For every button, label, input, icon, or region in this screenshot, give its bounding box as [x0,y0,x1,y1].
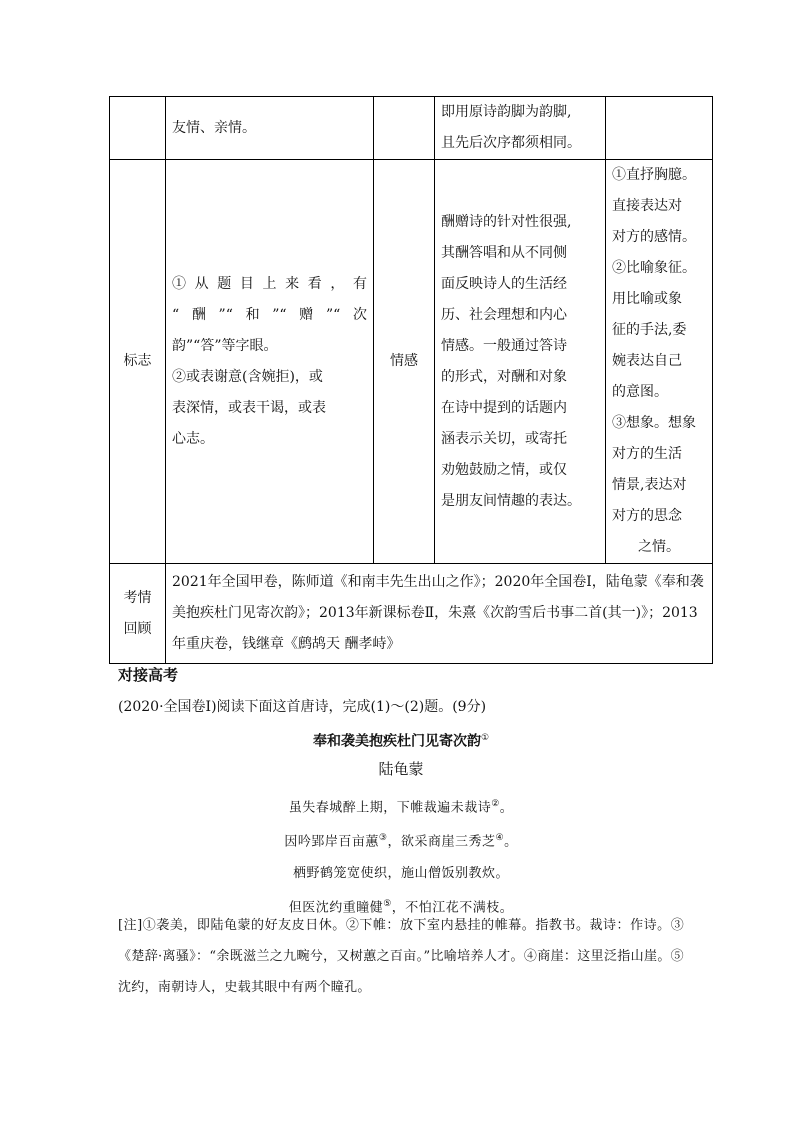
poem-line-end: ，不怕江花不满枝。 [391,899,514,915]
row2-col4 [435,160,606,564]
row2-col3-label: 情感 [374,160,435,564]
poem-notes [118,910,684,1003]
row2-col5-line: 直接表达对 [612,198,682,214]
row2-col2-line: ①从题目上来看，有 [172,275,367,292]
row3-label-line: 考情 [123,589,152,606]
footnote-mark: ⑤ [383,898,392,909]
row2-col5-line: 征的手法,委 [612,322,687,338]
row2-col5-line: 婉表达自己 [612,353,682,369]
poem-line-end: 。 [499,800,514,816]
poem-line-text: 但医沈约重瞳健 [288,899,384,915]
row1-col4 [435,97,606,160]
row1-col2: 友情、亲情。 [166,97,374,160]
table-row [110,564,713,664]
row2-col4-line: 劝勉鼓励之情，或仅 [441,461,567,478]
row2-col4-line: 涵表示关切，或寄托 [441,430,567,447]
row2-col4-line: 面反映诗人的生活经 [441,275,567,292]
row1-col4-line: 即用原诗韵脚为韵脚, [441,104,572,120]
poem-line [118,858,684,889]
poetry-type-table [109,96,713,664]
row3-label-line: 回顾 [123,620,152,637]
row2-col5-line: ③想象。想象 [612,415,696,431]
row2-col2 [166,160,374,564]
row2-col4-line: 情感。一般通过答诗 [441,337,567,354]
row2-col2-line: ②或表谢意(含婉拒)，或 [172,368,323,385]
row2-col5 [606,160,713,564]
row2-col5-line: ②比喻象征。 [612,260,696,276]
row2-col5-line: 对方的思念 [612,508,682,524]
row2-col4-line: 在诗中提到的话题内 [441,399,567,416]
row1-col1 [110,97,166,160]
row1-col4-line: 且先后次序都须相同。 [441,135,581,151]
poem-title-text: 奉和袭美抱疾杜门见寄次韵 [312,733,481,750]
row2-col4-line: 是朋友间情趣的表达。 [441,492,581,509]
row3-col1-label [110,564,166,664]
row2-col5-line: 对方的感情。 [612,229,696,245]
row2-col5-line: 用比喻或象 [612,291,682,307]
poem-line-text: 因吟郢岸百亩蕙 [284,834,379,850]
row2-col5-line: ①直抒胸臆。 [612,167,696,183]
row2-col2-line: 表深情，或表干谒，或表 [172,399,326,416]
row1-col5 [606,97,713,160]
poet-name: 陆龟蒙 [378,760,424,778]
row2-col5-line: 对方的生活 [612,446,682,462]
poem-line-end: ，欲采商崖三秀芝 [387,834,496,850]
row2-col5-line: 情景,表达对 [612,477,687,493]
row2-col5-line: 之情。 [638,539,680,555]
poem-line-end: 。 [504,834,518,850]
table-row [110,97,713,160]
row2-col5-line: 的意图。 [612,384,668,400]
poem-line-text: 栖野鹤笼宽使织，施山僧饭别教炊。 [292,865,509,881]
question-prompt: (2020·全国卷Ⅰ)阅读下面这首唐诗，完成(1)～(2)题。(9分) [118,699,487,715]
exam-history-text: 2021年全国甲卷，陈师道《和南丰先生出山之作》；2020年全国卷Ⅰ，陆龟蒙《奉和袭美抱疾杜门见寄次韵》；2013年新课标卷Ⅱ，朱熹《次韵雪后书事二首(其一)》；2013年重庆卷，钱继章《鹧鸪天 酬孝峙》 [166,564,713,664]
footnote-mark: ② [491,799,500,809]
footnote-mark: ④ [495,833,505,844]
poem-line [118,789,684,823]
poem-line [118,823,684,857]
notes-text: ①袭美，即陆龟蒙的好友皮日休。②下帷：放下室内悬挂的帷幕。指教书。裁诗：作诗。③《楚辞·离骚》：“余既滋兰之九畹兮，又树蕙之百亩。”比喻培养人才。④商崖：这里泛指山崖。⑤沈约，南朝诗人，史载其眼中有两个瞳孔。 [118,918,684,995]
row2-col2-line: 心志。 [172,430,214,447]
footnote-mark: ③ [378,833,388,844]
row2-col4-line: 其酬答唱和从不同侧 [441,244,567,261]
row2-col2-line: “酬”“和”“赠”“次 [172,306,367,323]
row1-col3 [374,97,435,160]
row2-col2-line: 韵”“答”等字眼。 [172,337,278,354]
section-heading: 对接高考 [118,666,179,684]
table-row [110,160,713,564]
row2-col1-label: 标志 [110,160,166,564]
poem-title [118,726,684,754]
row2-col4-line: 历、社会理想和内心 [441,306,567,323]
footnote-mark: ① [480,733,490,743]
notes-label: [注] [118,918,143,933]
poem-body [118,789,684,923]
row2-col4-line: 的形式，对酬和对象 [441,368,567,385]
row2-col4-line: 酬赠诗的针对性很强, [441,213,572,230]
poem-line-text: 虽失春城醉上期，下帷裁遍未裁诗 [288,800,492,816]
